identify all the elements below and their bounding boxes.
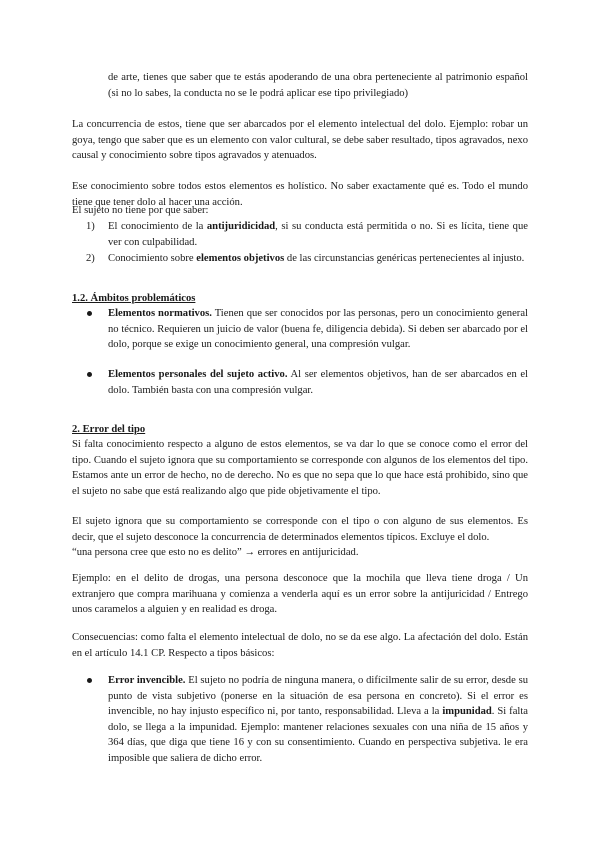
item-text: , si su conducta está permitida o no. Si es lícita, tiene que ver con culpabilidad.: [108, 221, 528, 248]
bullet-bold: impunidad: [442, 706, 492, 717]
paragraph-antijuricidad: “una persona cree que esto no es delito” → errores en antijuricidad.: [72, 547, 359, 558]
numbered-item-2: [86, 251, 528, 267]
bullet-icon: [87, 678, 92, 683]
bullet-bold: Error invencible.: [108, 675, 186, 686]
item-bold: antijuridicidad: [206, 221, 276, 232]
paragraph-ignora: El sujeto ignora que su comportamiento se corresponde con el tipo o con alguno de sus elementos. Es decir, que el sujeto desconoce la concurrencia de determinados elementos típicos. Excluye el dolo.: [72, 516, 528, 543]
bullet-bold: Elementos normativos.: [108, 308, 212, 319]
bullet-item: [108, 306, 528, 353]
section-heading-1-2: 1.2. Ámbitos problemáticos: [72, 293, 196, 304]
bullet-item: [108, 367, 528, 398]
paragraph-sujeto-intro: El sujeto no tiene por que saber:: [72, 205, 209, 216]
bullet-text: Al ser elementos objetivos, han de ser abarcados en el dolo. También basta con una compresión vulgar.: [108, 369, 528, 396]
paragraph-consecuencias: Consecuencias: como falta el elemento intelectual de dolo, no se da ese algo. La afectación del dolo. Están en el artículo 14.1 CP. Respecto a tipos básicos:: [72, 632, 528, 659]
bullet-icon: [87, 311, 92, 316]
paragraph-concurrencia: La concurrencia de estos, tiene que ser abarcados por el elemento intelectual del dolo. Ejemplo: robar un goya, tengo que saber que es un elemento con valor cultural, se debe saber resultado, tipos agravados, nexo causal y conocimiento sobre tipos agravados y atenuados.: [72, 119, 528, 161]
bullet-item-invencible: [108, 673, 528, 766]
list-marker: 2): [86, 253, 95, 264]
paragraph-ejemplo: Ejemplo: en el delito de drogas, una persona desconoce que la mochila que lleva tiene droga / Un extranjero que compra marihuana y comienza a venderla aquí es un error sobre la antijuricidad / Entrego unos caramelos a alguien y en realidad es droga.: [72, 573, 528, 615]
item-text: Conocimiento sobre: [108, 253, 197, 264]
item-text: El conocimiento de la: [108, 221, 207, 232]
item-text: de las circunstancias genéricas pertenecientes al injusto.: [284, 253, 525, 264]
numbered-item-1: [86, 219, 528, 250]
bullet-bold: Elementos personales del sujeto activo.: [108, 369, 288, 380]
section-heading-2: 2. Error del tipo: [72, 424, 146, 435]
paragraph-holistico: Ese conocimiento sobre todos estos elementos es holístico. No saber exactamente qué es. Todo el mundo tiene que tener dolo al hacer una acción.: [72, 181, 528, 208]
bullet-text: El sujeto no podría de ninguna manera, o difícilmente salir de su error, desde su punto de vista subjetivo (ponerse en la situación de esa persona en concreto). Si el error es invencible, no hay injusto específico ni, por tanto, responsabilidad. Lleva a la: [108, 675, 528, 717]
paragraph-error-tipo: Si falta conocimiento respecto a alguno de estos elementos, se va dar lo que se conoce como el error del tipo. Cuando el sujeto ignora que su comportamiento se corresponde con algunos de los elementos del tipo. Estamos ante un error de hecho, no de derecho. No es que no sepa que lo que hace está prohibido, sino que el sujeto no sabe que está realizando algo que pide objetivamente el tipo.: [72, 439, 528, 497]
paragraph-patrimonio: de arte, tienes que saber que te estás apoderando de una obra perteneciente al patrimonio español (si no lo sabes, la conducta no se le podrá aplicar ese tipo privilegiado): [108, 72, 528, 99]
item-bold: elementos objetivos: [196, 253, 285, 264]
bullet-text: Tienen que ser conocidos por las personas, pero un conocimiento general no técnico. Requieren un juicio de valor (buena fe, diligencia debida). Si deben ser abarcado por el dolo, porque se exige un conocimiento general, una compresión vulgar.: [108, 308, 528, 350]
bullet-icon: [87, 372, 92, 377]
bullet-text: . Si falta dolo, se llega a la impunidad. Ejemplo: mantener relaciones sexuales con una niña de 15 años y 364 días, que diga que tiene 16 y con su consentimiento. Cuando en perspectiva subjetiva. le era imposible que saliera de dicho error.: [108, 706, 528, 764]
list-marker: 1): [86, 221, 95, 232]
